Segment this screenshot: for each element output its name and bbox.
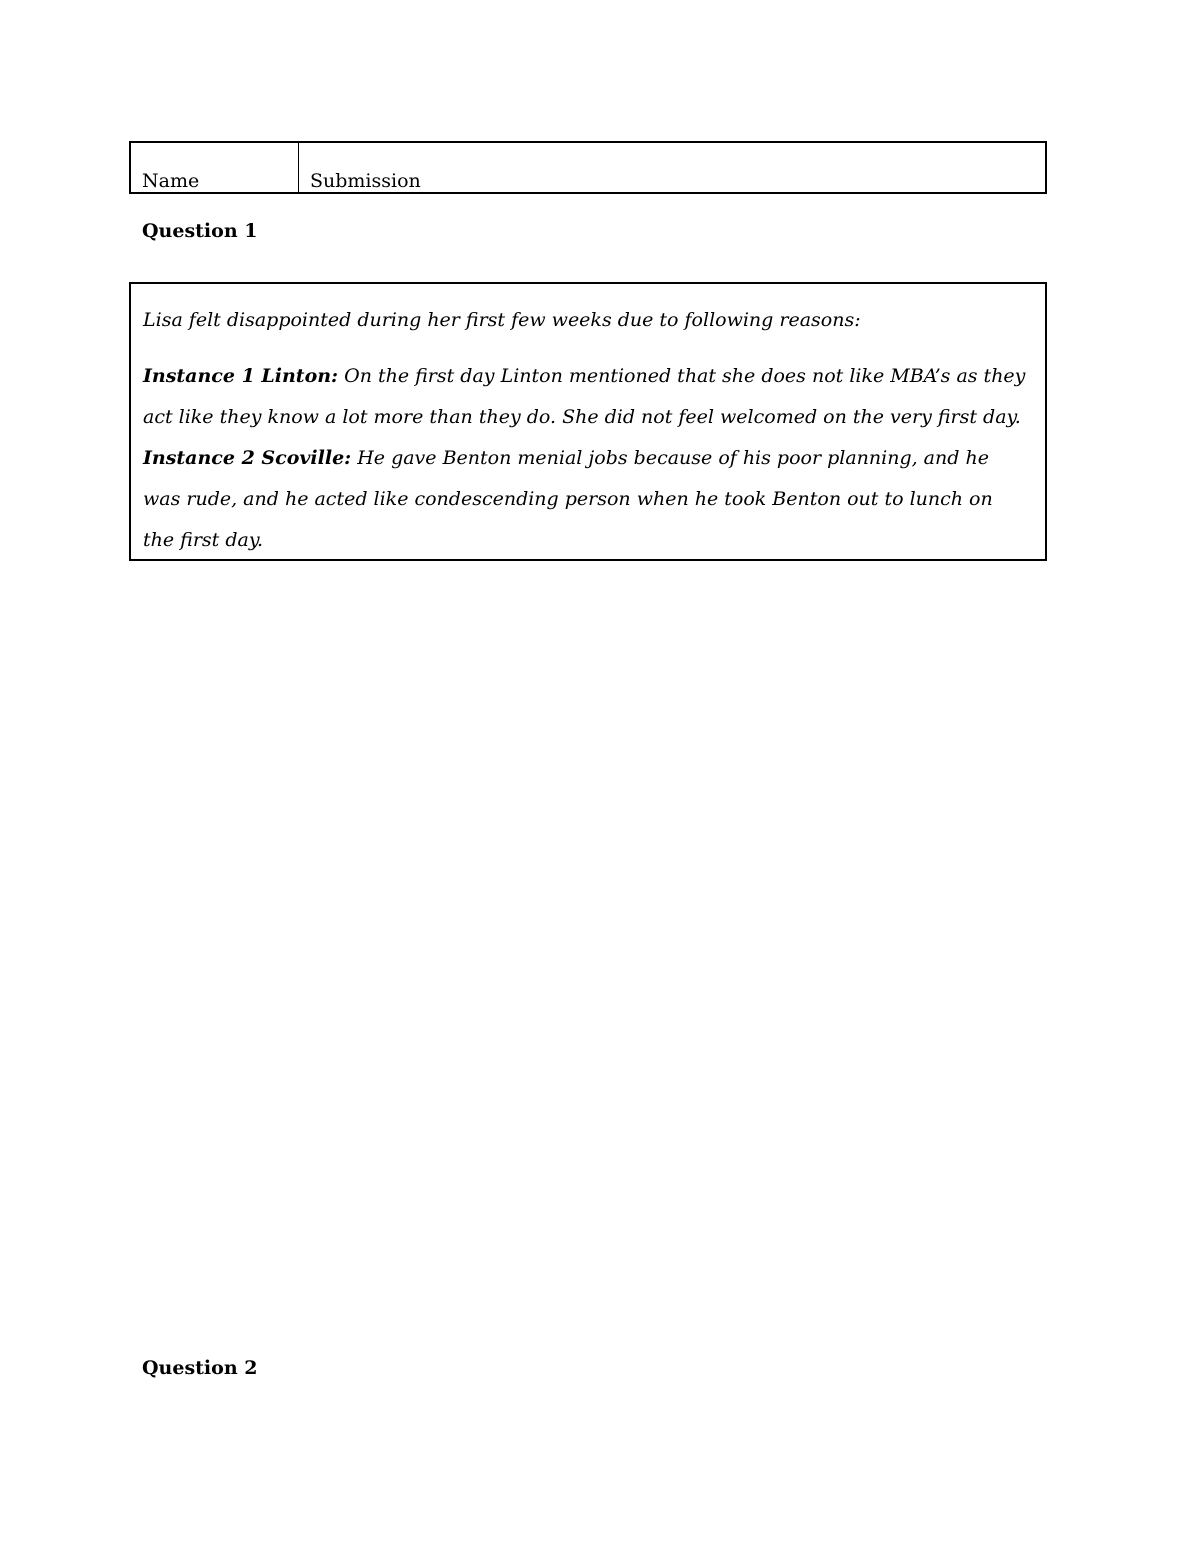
answer-intro: Lisa felt disappointed during her first few weeks due to following reasons: — [143, 309, 861, 331]
header-row — [130, 142, 1046, 193]
answer-instance — [143, 438, 1029, 561]
instance-text: He gave Benton menial jobs because of his poor planning, and he was rude, and he acted like condescending person when he took Benton out to lunch on the first day. — [143, 447, 993, 551]
instance-label: Instance 1 Linton: — [143, 365, 339, 387]
instance-label: Instance 2 Scoville: — [143, 447, 352, 469]
answer-instance — [143, 356, 1029, 438]
instance-text: On the first day Linton mentioned that she does not like MBA’s as they act like they know a lot more than they do. She did not feel welcomed on the very first day. — [143, 365, 1026, 428]
name-cell: Name — [130, 142, 299, 193]
question-1-answer-box — [129, 282, 1047, 561]
question-1-heading: Question 1 — [142, 220, 258, 242]
header-table — [129, 141, 1047, 194]
question-2-heading: Question 2 — [142, 1357, 258, 1379]
submission-cell: Submission — [299, 142, 1047, 193]
